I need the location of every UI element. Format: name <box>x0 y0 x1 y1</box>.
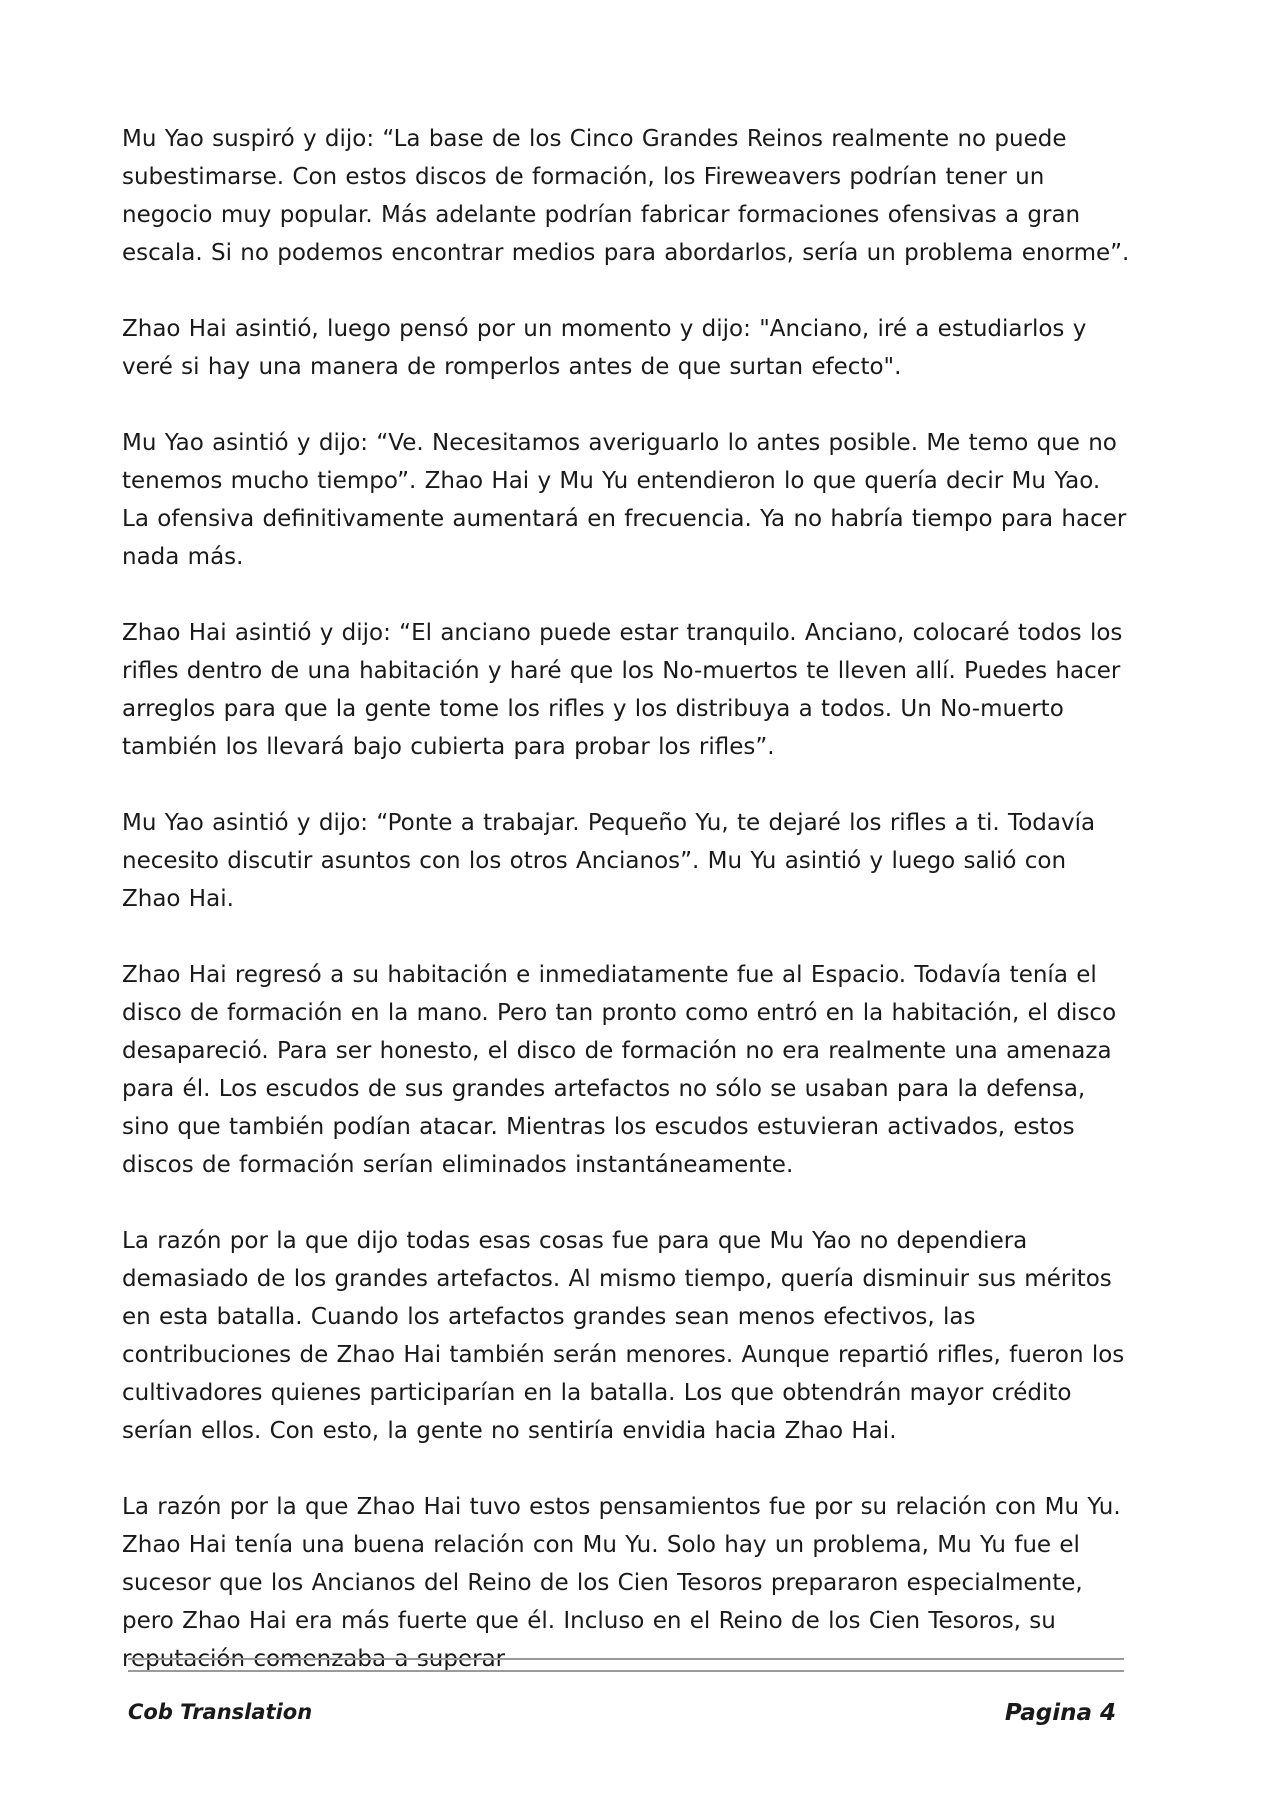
document-body <box>122 120 1132 1716</box>
paragraph: Zhao Hai regresó a su habitación e inmediatamente fue al Espacio. Todavía tenía el disco de formación en la mano. Pero tan pronto como entró en la habitación, el disco desapareció. Para ser honesto, el disco de formación no era realmente una amenaza para él. Los escudos de sus grandes artefactos no sólo se usaban para la defensa, sino que también podían atacar. Mientras los escudos estuvieran activados, estos discos de formación serían eliminados instantáneamente. <box>122 962 1117 1178</box>
paragraph: Zhao Hai asintió, luego pensó por un momento y dijo: "Anciano, iré a estudiarlos y veré si hay una manera de romperlos antes de que surtan efecto". <box>122 316 1087 380</box>
footer-source-label: Cob Translation <box>128 1700 313 1724</box>
paragraph: Mu Yao asintió y dijo: “Ve. Necesitamos averiguarlo lo antes posible. Me temo que no tenemos mucho tiempo”. Zhao Hai y Mu Yu entendieron lo que quería decir Mu Yao. La ofensiva definitivamente aumentará en frecuencia. Ya no habría tiempo para hacer nada más. <box>122 430 1127 570</box>
paragraph: Mu Yao suspiró y dijo: “La base de los Cinco Grandes Reinos realmente no puede subestimarse. Con estos discos de formación, los Fireweavers podrían tener un negocio muy popular. Más adelante podrían fabricar formaciones ofensivas a gran escala. Si no podemos encontrar medios para abordarlos, sería un problema enorme”. <box>122 126 1130 266</box>
footer-divider-bottom <box>128 1670 1124 1672</box>
paragraph: Mu Yao asintió y dijo: “Ponte a trabajar. Pequeño Yu, te dejaré los rifles a ti. Todavía necesito discutir asuntos con los otros Ancianos”. Mu Yu asintió y luego salió con Zhao Hai. <box>122 810 1096 912</box>
footer-divider-top <box>128 1658 1124 1660</box>
paragraph: Zhao Hai asintió y dijo: “El anciano puede estar tranquilo. Anciano, colocaré todos los rifles dentro de una habitación y haré que los No-muertos te lleven allí. Puedes hacer arreglos para que la gente tome los rifles y los distribuya a todos. Un No-muerto también los llevará bajo cubierta para probar los rifles”. <box>122 620 1123 760</box>
paragraph: La razón por la que dijo todas esas cosas fue para que Mu Yao no dependiera demasiado de los grandes artefactos. Al mismo tiempo, quería disminuir sus méritos en esta batalla. Cuando los artefactos grandes sean menos efectivos, las contribuciones de Zhao Hai también serán menores. Aunque repartió rifles, fueron los cultivadores quienes participarían en la batalla. Los que obtendrán mayor crédito serían ellos. Con esto, la gente no sentiría envidia hacia Zhao Hai. <box>122 1228 1125 1444</box>
paragraph: La razón por la que Zhao Hai tuvo estos pensamientos fue por su relación con Mu Yu. Zhao Hai tenía una buena relación con Mu Yu. Solo hay un problema, Mu Yu fue el sucesor que los Ancianos del Reino de los Cien Tesoros prepararon especialmente, pero Zhao Hai era más fuerte que él. Incluso en el Reino de los Cien Tesoros, su reputación comenzaba a superar <box>122 1494 1121 1672</box>
footer-page-number: Pagina 4 <box>1004 1700 1116 1726</box>
